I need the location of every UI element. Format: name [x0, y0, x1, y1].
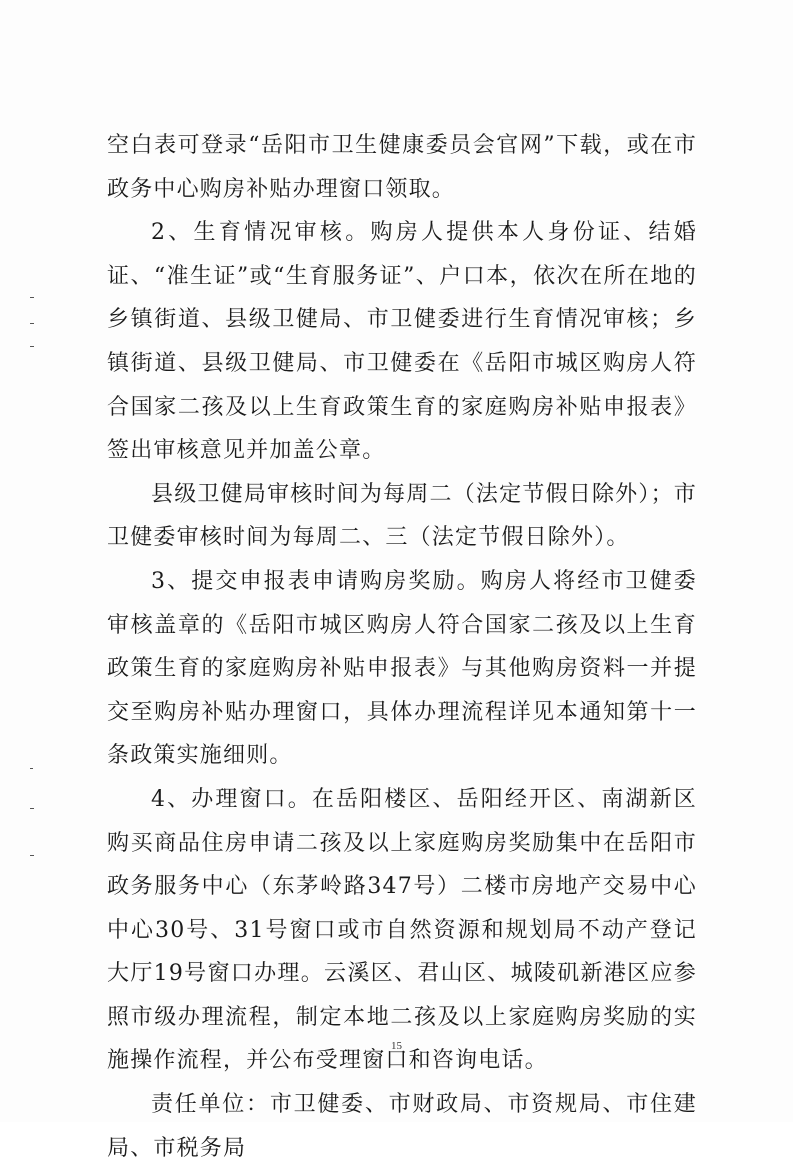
scan-mark	[30, 808, 34, 809]
scan-mark	[30, 297, 34, 298]
paragraph-submit-application: 3、提交申报表申请购房奖励。购房人将经市卫健委审核盖章的《岳阳市城区购房人符合国家二孩及以上生育政策生育的家庭购房补贴申报表》与其他购房资料一并提交至购房补贴办理窗口，具体办理流程详见本通知第十一条政策实施细则。	[107, 568, 697, 769]
paragraph-birth-review: 2、生育情况审核。购房人提供本人身份证、结婚证、“准生证”或“生育服务证”、户口本，依次在所在地的乡镇街道、县级卫健局、市卫健委进行生育情况审核；乡镇街道、县级卫健局、市卫健委在《岳阳市城区购房人符合国家二孩及以上生育政策生育的家庭购房补贴申报表》签出审核意见并加盖公章。	[107, 220, 697, 464]
document-body	[107, 124, 697, 1170]
scan-mark	[30, 323, 34, 324]
scan-mark	[30, 855, 34, 856]
paragraph-continuation: 空白表可登录“岳阳市卫生健康委员会官网”下载，或在市政务中心购房补贴办理窗口领取。	[107, 133, 697, 202]
scan-mark	[30, 768, 33, 769]
paragraph-review-time: 县级卫健局审核时间为每周二（法定节假日除外）；市卫健委审核时间为每周二、三（法定节假日除外）。	[107, 481, 697, 551]
page-number: 15	[391, 1040, 402, 1052]
paragraph-service-window: 4、办理窗口。在岳阳楼区、岳阳经开区、南湖新区购买商品住房申请二孩及以上家庭购房奖励集中在岳阳市政务服务中心（东茅岭路347号）二楼市房地产交易中心中心30号、31号窗口或市自然资源和规划局不动产登记大厅19号窗口办理。云溪区、君山区、城陵矶新港区应参照市级办理流程，制定本地二孩及以上家庭购房奖励的实施操作流程，并公布受理窗口和咨询电话。	[107, 786, 697, 1074]
scan-mark	[30, 346, 34, 347]
paragraph-responsible-units: 责任单位：市卫健委、市财政局、市资规局、市住建局、市税务局	[107, 1092, 697, 1161]
